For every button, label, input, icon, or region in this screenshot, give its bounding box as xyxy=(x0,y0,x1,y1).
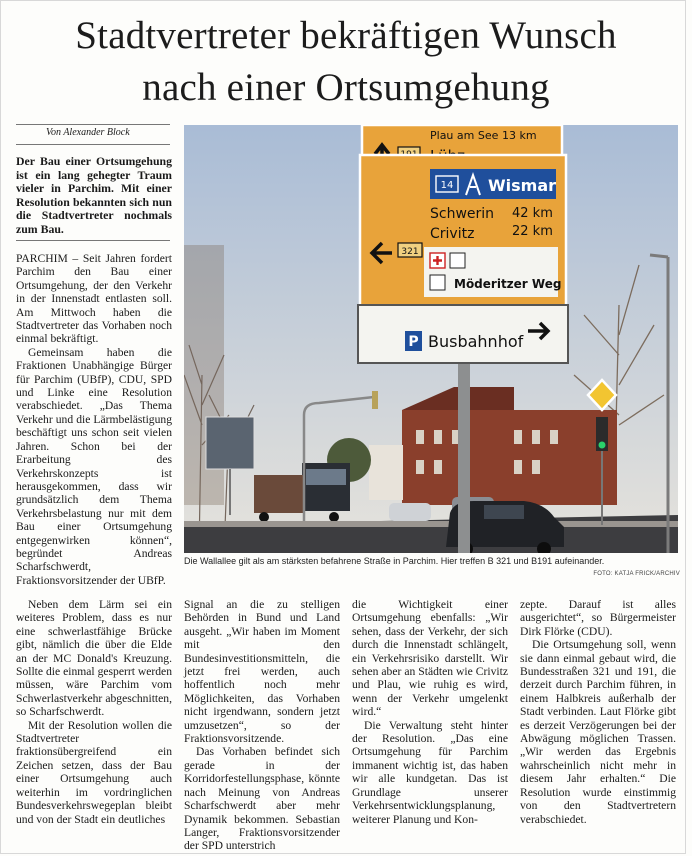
col2-paragraph-1: Signal an die zu stelligen Behörden in Bund und Land ausgeht. „Wir haben im Moment mit den Bundesinvestitionsmitteln, die jetzt frei werden, auch hoffentlich noch mehr Möglichkeiten, das Vorhaben nicht irgendwann, sondern jetzt umzusetzen“, so der Fraktionsvorsitzende. xyxy=(184,598,340,746)
col1-paragraph-2: Gemeinsam haben die Fraktionen Unabhängige Bürger für Parchim (UBfP), CDU, SPD und Linke eine Resolution verabschiedet. „Das Thema Verkehr und die Lärmbelästigung beschäftigt uns schon seit vielen Jahren. Schon bei der Erarbeitung des Verkehrskonzepts ist herausgekommen, dass wir grundsätzlich dem Thema Verkehrsbelastung nur mit dem Bau einer Ortsumgehung entgegenwirken können“, begründet Andreas Scharfschwerdt, Fraktionsvorsitzender der UBfP. xyxy=(16,345,172,587)
lead-paragraph: Der Bau einer Ortsumgehung ist ein lang gehegter Traum vieler in Parchim. Mit einer Resolution bekannten sich nun die Stadtvertreter nochmals zum Bau. xyxy=(16,154,172,236)
sign-main-km3: 22 km xyxy=(512,224,553,239)
author-byline: Von Alexander Block xyxy=(46,127,130,138)
col1-paragraph-3: Neben dem Lärm sei ein weiteres Problem, dass es nur eine schwerlastfähige Brücke gibt, nämlich die über die Elde an der MC Donald's Kreuzung. Sollte die einmal gesperrt werden müssen, wäre Parchim vom Schwerlastverkehr abgeschnitten, so Scharfschwerdt. xyxy=(16,598,172,719)
sign-main xyxy=(360,155,566,317)
sign-bus xyxy=(358,305,568,363)
sign-top-text: Plau am See xyxy=(430,129,499,142)
sign-main-city1: Wismar xyxy=(488,176,557,195)
col4-paragraph-2: Die Ortsumgehung soll, wenn sie dann einmal gebaut wird, die Bundesstraßen 321 und 191, die derzeit durch Parchim führen, in einem Halbkreis außerhalb der Stadt verbinden. Laut Flörke gibt es derzeit Verzögerungen bei der Abwägung möglichen Trassen. „Wir werden das Ergebnis wahrscheinlich nicht mehr in diesem Jahr erhalten.“ Die Resolution wurde einstimmig von den Stadtvertretern verabschiedet. xyxy=(520,638,676,826)
col3-paragraph-1: die Wichtigkeit einer Ortsumgehung ebenfalls: „Wir sehen, dass der Verkehr, der sich durch die Innenstadt schlängelt, ein Verkehrsrisiko darstellt. Wir sehen aber an Städten wie Crivitz und Plau, wie ruhig es wird, wenn der Verkehr umgelenkt wird.“ xyxy=(352,598,508,719)
col1-paragraph-4: Mit der Resolution wollen die Stadtvertreter fraktionsübergreifend ein Zeichen setzen, dass der Bau einer Ortsumgehung auch weiterhin im vordringlichen Bundesverkehrswegeplan bleibt und von der Stadt ein deutliches xyxy=(16,718,172,826)
sign-top-km: 13 km xyxy=(502,129,537,142)
col4-paragraph-1: zepte. Darauf ist alles ausgerichtet“, so Bürgermeister Dirk Flörke (CDU). xyxy=(520,598,676,638)
column-1b xyxy=(16,598,172,826)
col1-paragraph-1: PARCHIM – Seit Jahren fordert Parchim den Bau einer Ortsumgehung, der den Verkehr in der Innenstadt entlasten soll. Am Mittwoch haben die Stadtvertreter das Vorhaben noch einmal bekräftigt. xyxy=(16,252,172,346)
column-3 xyxy=(352,598,508,826)
photo-credit: FOTO: KATJA FRICK/ARCHIV xyxy=(593,571,680,577)
sign-main-road1: 14 xyxy=(440,180,454,191)
sign-main-city3: Crivitz xyxy=(430,226,475,242)
parking-icon: P xyxy=(408,334,419,350)
col2-paragraph-2: Das Vorhaben befindet sich gerade in der Korridorfestellungsphase, könnte nach Meinung von Andreas Scharfschwerdt aber mehr Dynamik bekommen. Sebastian Langer, Fraktionsvorsitzender der SPD unterstrich xyxy=(184,745,340,853)
column-2 xyxy=(184,598,340,853)
headline-line-1: Stadtvertreter bekräftigen Wunsch xyxy=(75,14,617,57)
sign-bus-text: Busbahnhof xyxy=(428,332,524,351)
col3-paragraph-2: Die Verwaltung steht hinter der Resolution. „Das eine Ortsumgehung für Parchim immanent wichtig ist, das haben wir alle kundgetan. Das ist Grundlage unserer Verkehrsentwicklungsplanung, weiterer Planung und Kon- xyxy=(352,718,508,826)
rule-mid xyxy=(16,144,170,145)
factory-icon xyxy=(430,275,445,290)
column-1 xyxy=(16,252,172,587)
photo-caption: Die Wallallee gilt als am stärksten befahrene Straße in Parchim. Hier treffen B 321 und B191 aufeinander. xyxy=(184,556,605,566)
headline-line-2: nach einer Ortsumgehung xyxy=(142,66,550,109)
sign-main-street: Möderitzer Weg xyxy=(454,277,562,291)
sign-main-city2: Schwerin xyxy=(430,206,495,222)
building-icon xyxy=(450,253,465,268)
sign-main-road2: 321 xyxy=(401,247,419,257)
column-4 xyxy=(520,598,676,826)
rule-bottom xyxy=(16,240,170,241)
street-photo xyxy=(184,125,678,553)
rule-top xyxy=(16,124,170,125)
sign-main-km2: 42 km xyxy=(512,206,553,221)
